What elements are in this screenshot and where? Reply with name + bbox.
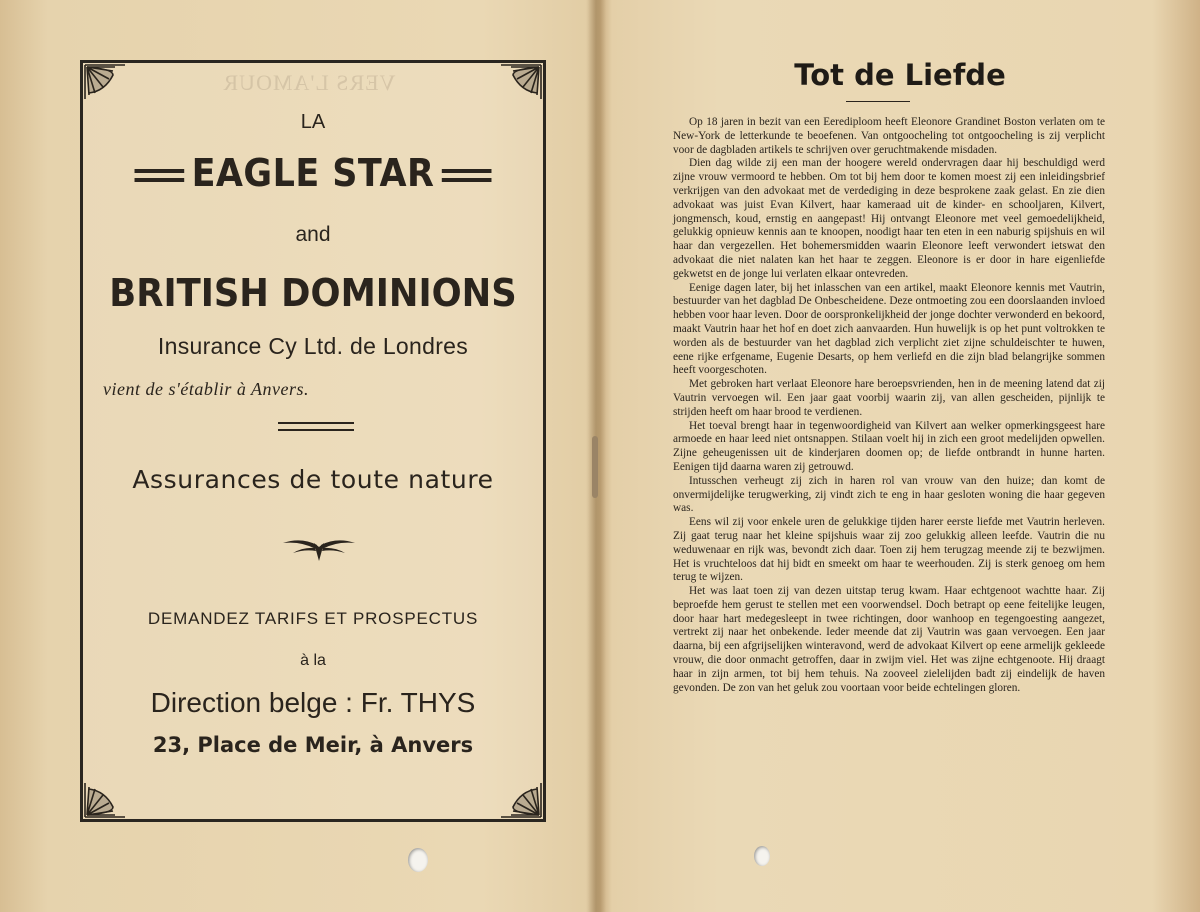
paragraph: Dien dag wilde zij een man der hoogere wereld ondervragen daar hij beschuldigd werd zijne vrouw vermoord te hebben. Om tot bij hem door te komen moest zij een inleidingsbrief verkrijgen van den advokaat met de verdediging in deze besprokene zaak gelast. En zie dien advokaat was juist Evan Kilvert, haar kameraad uit de kinder- en schooljaren, Kilvert, jongmensch, koud, ernstig en aangepast! Hij ontvangt Eleonore met veel gemoedelijkheid, gelukkig opnieuw kennis aan te knoopen, noodigt haar ten eten in een naburig spijshuis en wil haar dan vergezellen. Het bohemersmidden waarin Eleonore leeft verwondert ietswat den advokaat die niet nalaten kan het haar te zeggen. Eleonore is er door in hare eigenliefde gekwetst en de jonge lui verlaten elkaar ontevreden. — [673, 157, 1105, 280]
corner-fan-ornament-icon — [83, 63, 127, 103]
paragraph: Het toeval brengt haar in tegenwoordigheid van Kilvert aan welker opmerkingsgeest hare armoede en haar leed niet ontsnappen. Stilaan voelt hij in zich een groot medelijden opwellen. Zijne geheugenissen uit de kinderjaren doomen op; de liefde ontbrandt in hunne harten. Eenigen tijd daarna waren zij getrouwd. — [673, 419, 1105, 473]
paragraph: Eens wil zij voor enkele uren de gelukkige tijden harer eerste liefde met Vautrin herleven. Zij gaat terug naar het kleine spijshuis waar zij zoo gelukkig alleen leefde. Vautrin die nu weduwenaar en rijk was, bevondt zich daar. Toen zij hem terugzag meende zij te bezwijmen. Het is vruchteloos dat hij bidt en smeekt om haar te weerhouden. Zij is sterk genoeg om hem terug te wijzen. — [673, 516, 1105, 584]
ad-request-line: DEMANDEZ TARIFS ET PROSPECTUS — [147, 609, 479, 628]
paragraph: Het was laat toen zij van dezen uitstap terug kwam. Haar echtgenoot wachtte haar. Zij beproefde hem gerust te stellen met een voorwendsel. Doch betrapt op eene feitelijke leugen, door haar hart medegesleept in twee richtingen, door wanhoop en tegengoesting aangezet, vertrekt zij naar het onbekende. Ieder meende dat zij Vautrin was gaan vervoegen. Een jaar daarna, bij een afgrijselijken winteravond, werd de advokaat Kilvert op eene armelijk gekleede vrouw, die door onmacht getroffen, daar in zwijm viel. Het was zijne echtgenoote. Hij draagt haar in zijn armen, tot bij hem tehuis. Na zooveel zielelijden badt zij eindelijk de haven gevonden. De zon van het geluk zou voortaan voor beide echtelingen gloren. — [673, 585, 1105, 694]
ad-a-la: à la — [300, 652, 326, 669]
punch-hole — [408, 848, 428, 872]
bleed-through-text: VERS L'AMOUR — [222, 70, 396, 95]
double-rule-divider — [278, 422, 354, 431]
corner-fan-ornament-icon — [499, 63, 543, 103]
double-bar-ornament — [135, 169, 185, 182]
ad-tagline: Assurances de toute nature — [132, 465, 494, 494]
double-bar-ornament — [442, 169, 492, 182]
left-page — [0, 0, 596, 912]
paragraph: Intusschen verheugt zij zich in haren rol van vrouw van den huize; dan komt de onvermijdelijke terugwerking, zij vindt zich te eng in haar gesloten woning die haar gegeven was. — [673, 474, 1105, 515]
ad-established-line: vient de s'établir à Anvers. — [103, 379, 309, 399]
corner-fan-ornament-icon — [83, 779, 127, 819]
ad-address-line: 23, Place de Meir, à Anvers — [152, 733, 474, 757]
right-page — [600, 0, 1200, 912]
paragraph: Met gebroken hart verlaat Eleonore hare beroepsvrienden, hen in de meening latend dat zij Vautrin vervoegen wil. Een jaar gaat voorbij waarin zij, van allen gescheiden, pijnlijk te strijden heeft om haar brood te verdienen. — [673, 378, 1105, 418]
ad-company-name-2: BRITISH DOMINIONS — [109, 271, 517, 315]
staple — [592, 436, 598, 498]
corner-fan-ornament-icon — [499, 779, 543, 819]
story-text — [673, 116, 1105, 695]
paragraph: Eenige dagen later, bij het inlasschen van een artikel, maakt Eleonore kennis met Vautrin, bestuurder van het dagblad De Onbescheidene. Deze ontmoeting zou een doorslaanden invloed hebben voor haar leven. Door de oorspronkelijkheid der jonge dochter verwonderd en bekoord, maakt Vautrin haar het hof en doet zich aanvaarden. Hun huwelijk is op het punt voltrokken te worden als de bestuurder van het dagblad zich verplicht ziet zijne schuldeischter te huwen, eene rijke erfgename, Eugenie Desarts, op hem verliefd en die zijn blad belangrijke sommen heeft voorgeschoten. — [673, 281, 1105, 377]
ad-article-la: LA — [300, 111, 326, 133]
insurance-advertisement — [80, 60, 546, 822]
story-title: Tot de Liefde — [794, 58, 1006, 92]
arrow-flourish-icon — [281, 537, 357, 563]
paragraph: Op 18 jaren in bezit van een Eerediploom heeft Eleonore Grandinet Boston verlaten om te New-York de letterkunde te beoefenen. Van ontgoocheling tot ontgoocheling is zij verplicht voor de dagbladen artikels te schrijven over geruchtmakende misdaden. — [673, 116, 1105, 156]
ad-insurance-line: Insurance Cy Ltd. de Londres — [157, 333, 469, 359]
ad-direction-line: Direction belge : Fr. THYS — [150, 687, 476, 718]
ad-company-name-1: EAGLE STAR — [191, 151, 435, 195]
title-underline — [846, 101, 910, 102]
ad-company-line1 — [101, 151, 524, 195]
ad-and: and — [295, 223, 331, 246]
